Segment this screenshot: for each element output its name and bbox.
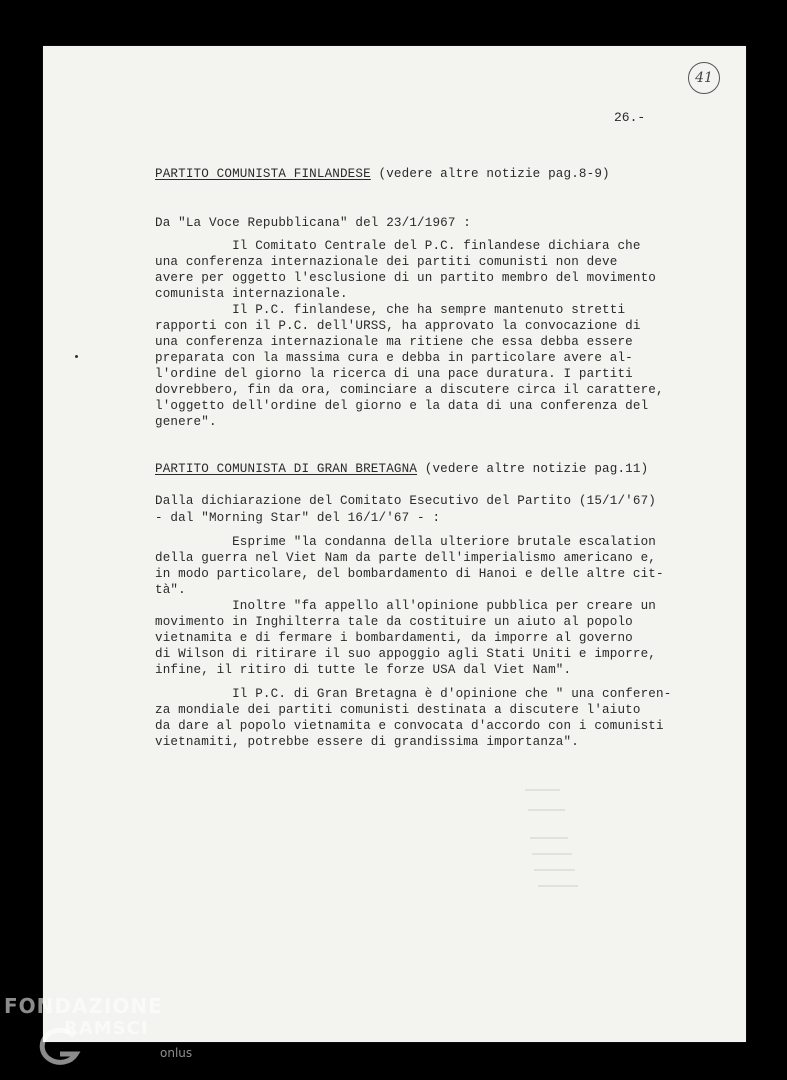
section2-line: in modo particolare, del bombardamento di Hanoi e delle altre cit-: [155, 567, 664, 581]
section2-line: da dare al popolo vietnamita e convocata d'accordo con i comunisti: [155, 719, 664, 733]
bleed-through-marks: [520, 780, 590, 900]
section2-line: Il P.C. di Gran Bretagna è d'opinione che " una conferen-: [155, 687, 672, 701]
section2-source-line: - dal "Morning Star" del 16/1/'67 - :: [155, 511, 441, 525]
section2-line: tà".: [155, 583, 186, 597]
section1-line: dovrebbero, fin da ora, cominciare a discutere circa il carattere,: [155, 383, 664, 397]
section2-heading: PARTITO COMUNISTA DI GRAN BRETAGNA: [155, 462, 418, 476]
section2-source-line: Dalla dichiarazione del Comitato Esecutivo del Partito (15/1/'67): [155, 494, 656, 508]
section2-line: za mondiale dei partiti comunisti destinata a discutere l'aiuto: [155, 703, 641, 717]
section1-line: Il P.C. finlandese, che ha sempre mantenuto stretti: [155, 303, 626, 317]
logo-text-line2: RAMSCI: [64, 1018, 149, 1039]
margin-dot: [75, 355, 78, 358]
section1-line: l'oggetto dell'ordine del giorno e la data di una conferenza del: [155, 399, 649, 413]
section1-source: Da "La Voce Repubblicana" del 23/1/1967 :: [155, 216, 472, 230]
section1-line: comunista internazionale.: [155, 287, 348, 301]
section1-line: rapporti con il P.C. dell'URSS, ha approvato la convocazione di: [155, 319, 641, 333]
section1-heading-row: [155, 166, 610, 182]
section2-line: infine, il ritiro di tutte le forze USA dal Viet Nam".: [155, 663, 572, 677]
section1-line: l'ordine del giorno la ricerca di una pace duratura. I partiti: [155, 367, 633, 381]
logo-text-line1: FONDAZIONE: [4, 994, 163, 1018]
section2-line: di Wilson di ritirare il suo appoggio agli Stati Uniti e imporre,: [155, 647, 656, 661]
section1-line: genere".: [155, 415, 217, 429]
section2-line: Esprime "la condanna della ulteriore brutale escalation: [155, 535, 656, 549]
section1-heading: PARTITO COMUNISTA FINLANDESE: [155, 167, 371, 181]
section1-line: avere per oggetto l'esclusione di un partito membro del movimento: [155, 271, 656, 285]
section1-line: una conferenza internazionale dei partiti comunisti non deve: [155, 255, 618, 269]
page-number: 26.-: [614, 110, 646, 125]
section2-line: Inoltre "fa appello all'opinione pubblica per creare un: [155, 599, 656, 613]
fondazione-gramsci-logo: [4, 994, 204, 1074]
section2-line: vietnamita e di fermare i bombardamenti, da imporre al governo: [155, 631, 633, 645]
section2-line: vietnamiti, potrebbe essere di grandissima importanza".: [155, 735, 579, 749]
section1-heading-note: (vedere altre notizie pag.8-9): [370, 167, 610, 181]
circled-page-number: [688, 62, 720, 94]
section2-line: della guerra nel Viet Nam da parte dell'imperialismo americano e,: [155, 551, 656, 565]
section1-line: una conferenza internazionale ma ritiene che essa debba essere: [155, 335, 633, 349]
circled-number-text: 41: [695, 70, 713, 86]
section1-line: Il Comitato Centrale del P.C. finlandese dichiara che: [155, 239, 641, 253]
logo-suffix: onlus: [160, 1046, 193, 1060]
section2-line: movimento in Inghilterra tale da costituire un aiuto al popolo: [155, 615, 633, 629]
section2-heading-row: [155, 461, 648, 477]
section2-heading-note: (vedere altre notizie pag.11): [417, 462, 649, 476]
section1-line: preparata con la massima cura e debba in particolare avere al-: [155, 351, 633, 365]
